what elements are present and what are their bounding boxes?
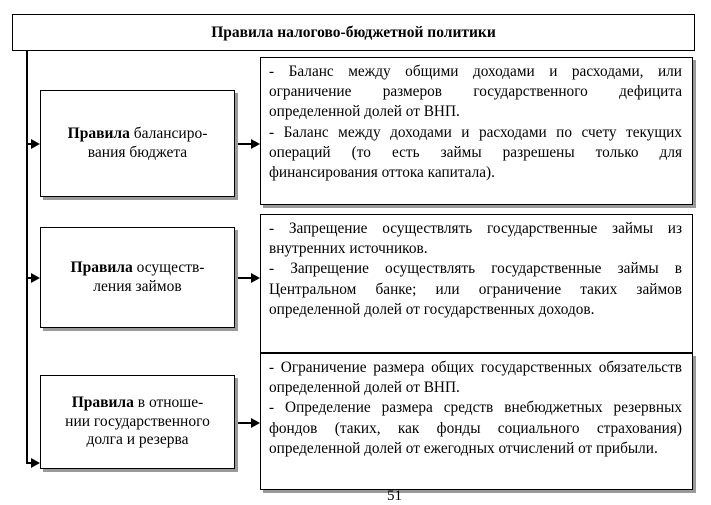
connector-desc-1 xyxy=(235,143,252,145)
arrow-desc-3 xyxy=(251,418,260,428)
arrow-rule-2 xyxy=(31,273,40,283)
rule-label-borrowing: Правила осуществ- ления займов xyxy=(70,258,205,295)
desc-item: - Запрещение осуществлять государственные займы в Центральном банке; или ограничение таких займов определенной долей от государственных доходов. xyxy=(269,260,682,318)
rule-label-debt-reserve: Правила в отноше- нии государственного долга и резерва xyxy=(65,394,210,449)
rule-box-budget-balancing xyxy=(40,90,235,197)
page-number: 51 xyxy=(387,488,402,504)
desc-item: - Запрещение осуществлять государственные займы из внутренних источников. xyxy=(269,220,682,258)
desc-box-debt-reserve xyxy=(260,353,693,490)
connector-desc-2 xyxy=(235,277,252,279)
diagram-title-text: Правила налогово-бюджетной политики xyxy=(211,23,496,41)
desc-box-budget-balancing xyxy=(260,57,693,205)
diagram-title xyxy=(12,14,695,51)
arrow-desc-2 xyxy=(251,273,260,283)
rule-label-budget-balancing: Правила балансиро- вания бюджета xyxy=(67,124,208,161)
vertical-connector xyxy=(26,51,28,463)
arrow-desc-1 xyxy=(251,139,260,149)
desc-item: - Баланс между общими доходами и расходами, или ограничение размеров государственного дефицита определенной долей от ВНП. xyxy=(269,63,682,121)
desc-box-borrowing xyxy=(260,214,693,353)
rule-box-borrowing xyxy=(40,227,235,328)
desc-item: - Ограничение размера общих государственных обязательств определенной долей от ВНП. xyxy=(269,359,682,397)
arrow-rule-1 xyxy=(31,139,40,149)
connector-desc-3 xyxy=(235,422,252,424)
arrow-rule-3 xyxy=(31,458,40,468)
desc-item: - Баланс между доходами и расходами по счету текущих операций (то есть займы разрешены только для финансирования оттока капитала). xyxy=(269,123,682,181)
rule-box-debt-reserve xyxy=(40,375,235,469)
desc-item: - Определение размера средств внебюджетных резервных фондов (таких, как фонды социального страхования) определенной долей от ежегодных отчислений от прибыли. xyxy=(269,399,682,457)
